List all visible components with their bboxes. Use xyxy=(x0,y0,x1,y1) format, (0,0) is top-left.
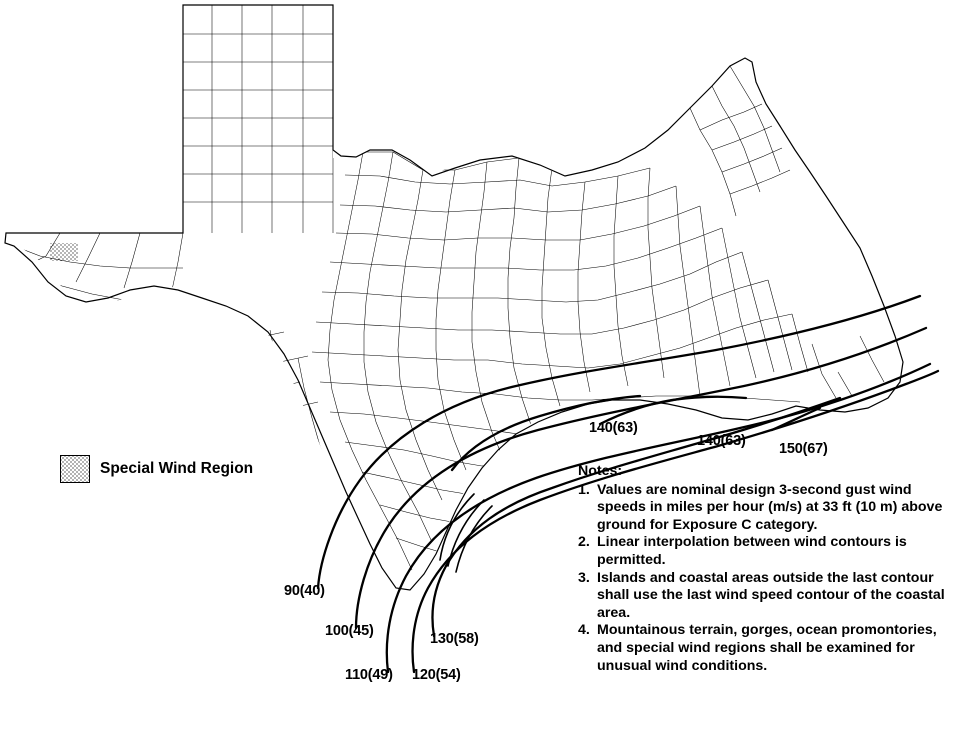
note-text: Values are nominal design 3-second gust wind speeds in miles per hour (m/s) at 33 ft (10 m) above ground for Exposure C category. xyxy=(597,481,943,533)
note-number: 2. xyxy=(578,534,590,551)
contour-label-140-inland: 140(63) xyxy=(589,420,638,436)
note-item xyxy=(578,622,950,675)
note-item xyxy=(578,570,950,623)
note-item xyxy=(578,482,950,535)
map-legend xyxy=(60,455,253,483)
contour-label-120: 120(54) xyxy=(412,667,461,683)
note-text: Linear interpolation between wind contours is permitted. xyxy=(597,534,907,569)
contour-label-100: 100(45) xyxy=(325,623,374,639)
note-text: Islands and coastal areas outside the last contour shall use the last wind speed contour of the coastal area. xyxy=(597,569,945,621)
note-item xyxy=(578,534,950,569)
contour-label-90: 90(40) xyxy=(284,583,325,599)
note-number: 4. xyxy=(578,622,590,639)
contour-label-140-coastal: 140(63) xyxy=(697,433,746,449)
notes-title: Notes: xyxy=(578,463,623,479)
map-notes xyxy=(578,463,950,675)
special-wind-region-swatch xyxy=(60,455,90,483)
contour-label-130: 130(58) xyxy=(430,631,479,647)
contour-label-110: 110(49) xyxy=(345,667,393,683)
note-text: Mountainous terrain, gorges, ocean promontories, and special wind regions shall be examined for unusual wind conditions. xyxy=(597,622,937,674)
note-number: 1. xyxy=(578,481,590,498)
contour-label-150: 150(67) xyxy=(779,441,828,457)
special-wind-region-patch xyxy=(50,243,78,261)
note-number: 3. xyxy=(578,569,590,586)
special-wind-region-label: Special Wind Region xyxy=(100,460,254,477)
